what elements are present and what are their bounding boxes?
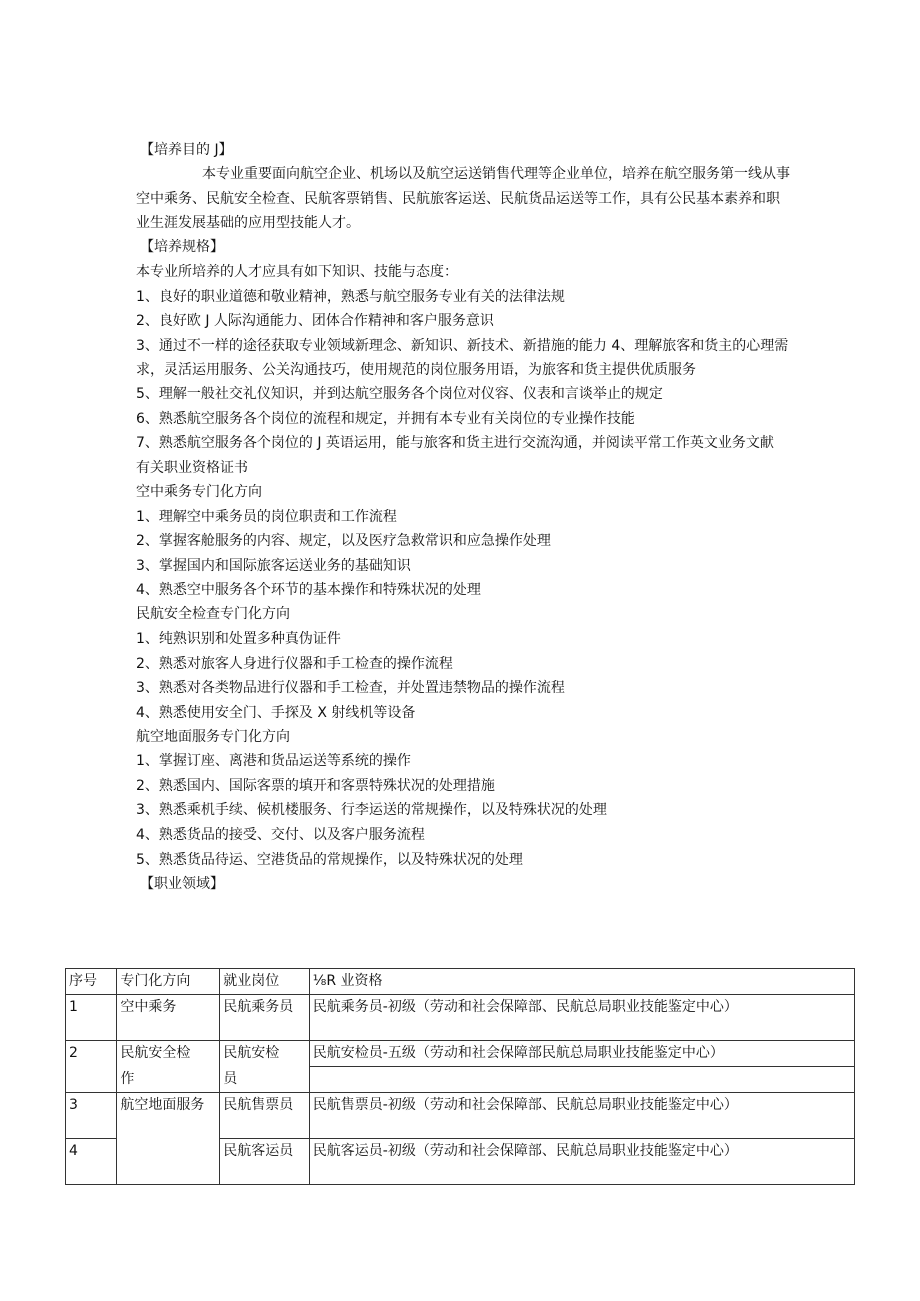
spec-item-7-cont: 有关职业资格证书	[136, 460, 248, 476]
spec-item-7: 7、熟悉航空服务各个岗位的 J 英语运用，能与旅客和货主进行交流沟通，并阅读平常工作英文业务文献	[136, 435, 774, 451]
table-header-cell: 序号	[66, 969, 117, 995]
table-cell-post: 民航安检	[220, 1041, 309, 1067]
cabin-item-4: 4、熟悉空中服务各个环节的基本操作和特殊状况的处理	[136, 582, 481, 598]
security-item-1: 1、纯熟识别和处置多种真伪证件	[136, 631, 341, 647]
table-cell-post: 民航售票员	[220, 1093, 309, 1139]
table-cell-no-empty	[66, 1067, 117, 1093]
spec-item-3: 3、通过不一样的途径获取专业领域新理念、新知识、新技术、新措施的能力 4、理解旅客和货主的心理需	[136, 338, 789, 354]
spec-item-3-cont: 求，灵活运用服务、公关沟通技巧，使用规范的岗位服务用语，为旅客和货主提供优质服务	[136, 362, 696, 378]
spec-item-1: 1、良好的职业道德和敬业精神，熟悉与航空服务专业有关的法律法规	[136, 289, 565, 305]
table-cell-no: 3	[66, 1093, 117, 1139]
cabin-item-3: 3、掌握国内和国际旅客运送业务的基础知识	[136, 558, 411, 574]
spec-intro: 本专业所培养的人才应具有如下知识、技能与态度：	[136, 264, 458, 280]
security-item-2: 2、熟悉对旅客人身进行仪器和手工检查的操作流程	[136, 656, 453, 672]
goal-heading: 【培养目的 J】	[140, 142, 233, 158]
table-cell-direction: 作	[117, 1067, 220, 1093]
table-row	[66, 1041, 855, 1067]
spec-item-6: 6、熟悉航空服务各个岗位的流程和规定，并拥有本专业有关岗位的专业操作技能	[136, 411, 635, 427]
table-row	[66, 1093, 855, 1139]
table-row	[66, 995, 855, 1041]
table-cell-no: 2	[66, 1041, 117, 1067]
table-cell-cert: 民航乘务员-初级（劳动和社会保障部、民航总局职业技能鉴定中心）	[309, 995, 854, 1041]
spec-item-2: 2、良好欧 J 人际沟通能力、团体合作精神和客户服务意识	[136, 313, 494, 329]
ground-heading: 航空地面服务专门化方向	[136, 729, 290, 745]
ground-item-3: 3、熟悉乘机手续、候机楼服务、行李运送的常规操作，以及特殊状况的处理	[136, 802, 607, 818]
spec-heading: 【培养规格】	[140, 239, 224, 255]
table-header-cell: 就业岗位	[220, 969, 309, 995]
table-row-continuation	[66, 1067, 855, 1093]
cabin-item-2: 2、掌握客舱服务的内容、规定，以及医疗急救常识和应急操作处理	[136, 533, 551, 549]
table-cell-post: 民航客运员	[220, 1139, 309, 1185]
security-heading: 民航安全检查专门化方向	[136, 606, 290, 622]
goal-paragraph-line-2: 空中乘务、民航安全检查、民航客票销售、民航旅客运送、民航货品运送等工作，具有公民基本素养和职	[136, 191, 780, 207]
ground-item-1: 1、掌握订座、离港和货品运送等系统的操作	[136, 753, 411, 769]
ground-item-5: 5、熟悉货品待运、空港货品的常规操作，以及特殊状况的处理	[136, 852, 523, 868]
ground-item-4: 4、熟悉货品的接受、交付、以及客户服务流程	[136, 827, 425, 843]
security-item-4: 4、熟悉使用安全门、手探及 X 射线机等设备	[136, 705, 416, 721]
table-header-cell: ⅛R 业资格	[309, 969, 854, 995]
table-cell-direction: 空中乘务	[117, 995, 220, 1041]
table-cell-no: 1	[66, 995, 117, 1041]
career-table	[65, 968, 855, 1185]
cabin-heading: 空中乘务专门化方向	[136, 484, 262, 500]
table-cell-no: 4	[66, 1139, 117, 1185]
table-cell-cert: 民航售票员-初级（劳动和社会保障部、民航总局职业技能鉴定中心）	[309, 1093, 854, 1139]
table-header-row	[66, 969, 855, 995]
goal-paragraph-line-1: 本专业重要面向航空企业、机场以及航空运送销售代理等企业单位，培养在航空服务第一线从事	[202, 166, 790, 182]
table-cell-direction: 民航安全检	[117, 1041, 220, 1067]
spec-item-5: 5、理解一般社交礼仪知识，并到达航空服务各个岗位对仪容、仪表和言谈举止的规定	[136, 386, 663, 402]
table-cell-post: 民航乘务员	[220, 995, 309, 1041]
cabin-item-1: 1、理解空中乘务员的岗位职责和工作流程	[136, 509, 397, 525]
ground-item-2: 2、熟悉国内、国际客票的填开和客票特殊状况的处理措施	[136, 778, 495, 794]
table-cell-post: 员	[220, 1067, 309, 1093]
goal-paragraph-line-3: 业生涯发展基础的应用型技能人才。	[136, 215, 360, 231]
career-heading: 【职业领域】	[140, 876, 224, 892]
table-cell-cert: 民航客运员-初级（劳动和社会保障部、民航总局职业技能鉴定中心）	[309, 1139, 854, 1185]
table-cell-cert: 民航安检员-五级（劳动和社会保障部民航总局职业技能鉴定中心）	[309, 1041, 854, 1067]
table-header-cell: 专门化方向	[117, 969, 220, 995]
security-item-3: 3、熟悉对各类物品进行仪器和手工检查，并处置违禁物品的操作流程	[136, 680, 565, 696]
table-cell-cert-empty	[309, 1067, 854, 1093]
table-cell-direction: 航空地面服务	[117, 1093, 220, 1185]
